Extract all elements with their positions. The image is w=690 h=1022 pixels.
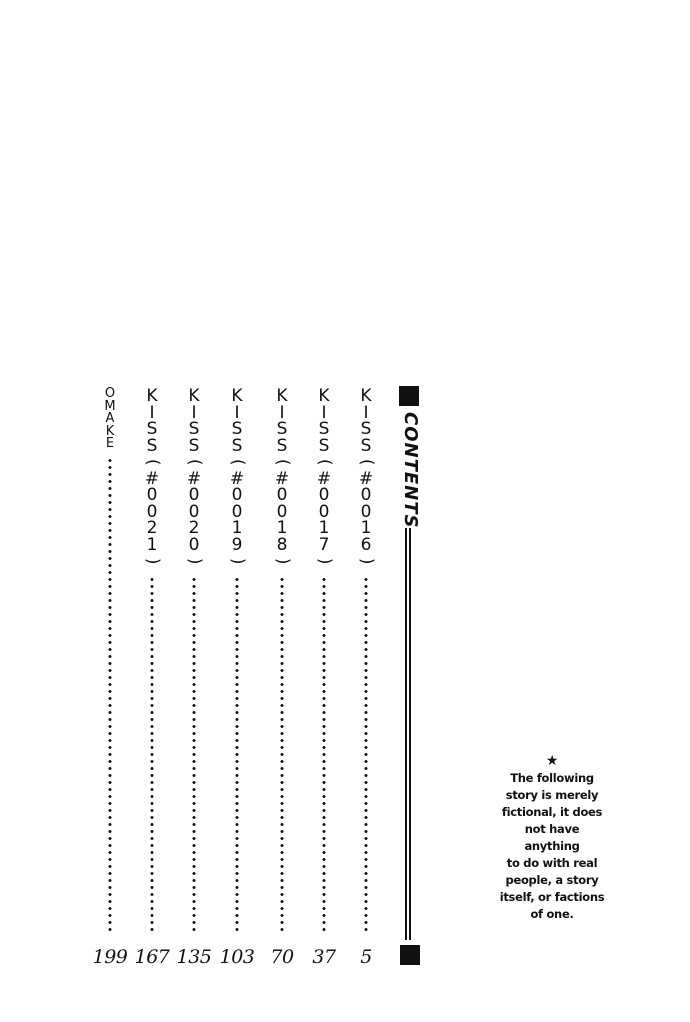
toc-entry-char: #	[358, 468, 374, 489]
toc-entry-char: K	[318, 386, 330, 406]
toc-entry	[219, 386, 255, 978]
toc-entry-char: K	[146, 386, 158, 406]
toc-entry-char: S	[231, 435, 243, 456]
toc-entry-char: 0	[231, 485, 243, 505]
disclaimer-line: not have anything	[524, 822, 580, 853]
disclaimer-line: to do with real	[506, 856, 598, 870]
toc-entry-char: S	[318, 419, 330, 439]
toc-entry-char: S	[146, 419, 158, 439]
toc-entry-char: S	[146, 435, 158, 456]
toc-entry-char: 0	[188, 485, 200, 505]
toc-entry-char: 0	[276, 501, 288, 522]
toc-page-number: 70	[270, 946, 294, 968]
dot-leader	[235, 576, 239, 933]
toc-entry-char: #	[186, 468, 202, 489]
toc-entry-title	[268, 388, 296, 570]
toc-page-number: 103	[219, 946, 255, 968]
toc-entry-title	[180, 388, 208, 570]
toc-entry-char: 0	[360, 501, 372, 522]
toc-entry-char: K	[231, 386, 243, 406]
toc-entry-char: 6	[360, 534, 372, 555]
toc-entry	[134, 386, 170, 978]
toc-entry-char: S	[276, 435, 288, 456]
dot-leader	[364, 576, 368, 933]
toc-entry-char: M	[104, 398, 116, 414]
toc-entry-char: )	[314, 557, 335, 565]
toc-entry-char: 0	[360, 485, 372, 505]
toc-entry-char: (	[356, 458, 377, 466]
toc-entry-char: 0	[318, 485, 330, 505]
toc-entry-char: S	[188, 435, 200, 456]
toc-entry-char: I	[363, 402, 369, 423]
toc-entry-char: E	[105, 436, 115, 451]
toc-page-number: 37	[312, 946, 336, 968]
toc-entry-char: (	[314, 458, 335, 466]
toc-entry-char: 1	[276, 518, 288, 538]
toc-entry-char: I	[234, 402, 240, 423]
dot-leader	[108, 457, 112, 933]
toc-page-number: 199	[92, 946, 128, 968]
disclaimer-line: itself, or factions	[499, 890, 605, 904]
toc-entry-char: 1	[231, 518, 243, 538]
disclaimer-line: fictional, it does	[501, 805, 603, 819]
contents-title: CONTENTS	[400, 412, 421, 529]
toc-entry-char: )	[227, 557, 248, 565]
dot-leader	[322, 576, 326, 933]
toc-entry	[352, 388, 380, 978]
toc-entry-char: 0	[146, 501, 158, 522]
toc-entry-char: #	[229, 468, 245, 489]
toc-entry-title	[223, 388, 251, 570]
toc-entry-char: 2	[146, 518, 158, 538]
toc-entry-char: )	[142, 557, 163, 565]
toc-entry-title	[138, 388, 166, 570]
toc-entry-char: I	[321, 402, 327, 423]
toc-entry-char: )	[184, 557, 205, 565]
toc-entry-char: 1	[360, 518, 372, 538]
star-icon: ★	[545, 753, 559, 769]
toc-entry-char: (	[184, 458, 205, 466]
toc-entry-char: 0	[188, 501, 200, 522]
toc-entry-char: 0	[231, 501, 243, 522]
dot-leader	[192, 576, 196, 933]
toc-entry-char: O	[104, 386, 116, 401]
toc-entry-char: S	[188, 419, 200, 439]
toc-entry-char: 8	[276, 534, 288, 555]
toc-entry-char: 0	[146, 485, 158, 505]
toc-entry	[176, 386, 212, 978]
toc-entry-char: S	[360, 419, 372, 439]
toc-entry-char: I	[191, 402, 197, 423]
header-square-top	[399, 386, 419, 406]
toc-entry-char: #	[316, 468, 332, 489]
toc-entry-char: S	[231, 419, 243, 439]
dot-leader	[150, 576, 154, 933]
disclaimer	[496, 752, 608, 923]
contents-double-rule	[405, 528, 411, 940]
toc-entry-char: K	[276, 386, 288, 406]
disclaimer-line: The following	[510, 771, 594, 785]
toc-entry-char: S	[276, 419, 288, 439]
toc-entry	[92, 386, 128, 978]
toc-entry-title	[96, 388, 124, 451]
disclaimer-line: of one.	[530, 907, 574, 921]
toc-entry-char: S	[318, 435, 330, 456]
toc-page-number: 5	[360, 946, 372, 968]
header-square-bottom	[400, 945, 420, 965]
toc-entry-char: 2	[188, 518, 200, 538]
toc-entry	[310, 388, 338, 978]
toc-entry-char: 7	[318, 534, 330, 555]
toc-entry-char: 1	[318, 518, 330, 538]
toc-entry-char: S	[360, 435, 372, 456]
toc-entry-char: I	[279, 402, 285, 423]
toc-entry-char: )	[272, 557, 293, 565]
toc-entry-char: #	[274, 468, 290, 489]
toc-page-number: 135	[176, 946, 212, 968]
toc-entry-char: (	[227, 458, 248, 466]
disclaimer-line: people, a story	[505, 873, 599, 887]
toc-entry-char: (	[142, 458, 163, 466]
toc-entry-char: 0	[188, 534, 200, 555]
toc-entry-title	[310, 388, 338, 570]
dot-leader	[280, 576, 284, 933]
toc-entry-char: A	[105, 411, 115, 426]
toc-entry-char: 0	[318, 501, 330, 522]
toc-entry-char: )	[356, 557, 377, 565]
toc-entry-char: K	[360, 386, 372, 406]
toc-entry-char: I	[149, 402, 155, 423]
toc-page-number: 167	[134, 946, 170, 968]
disclaimer-line: story is merely	[505, 788, 599, 802]
toc-entry-char: #	[144, 468, 160, 489]
toc-entry-char: 1	[146, 534, 158, 555]
toc-entry-char: 9	[231, 534, 243, 555]
toc-entry	[268, 388, 296, 978]
toc-entry-char: K	[105, 423, 115, 439]
toc-entry-char: 0	[276, 485, 288, 505]
toc-entry-title	[352, 388, 380, 570]
toc-entry-char: K	[188, 386, 200, 406]
toc-entry-char: (	[272, 458, 293, 466]
